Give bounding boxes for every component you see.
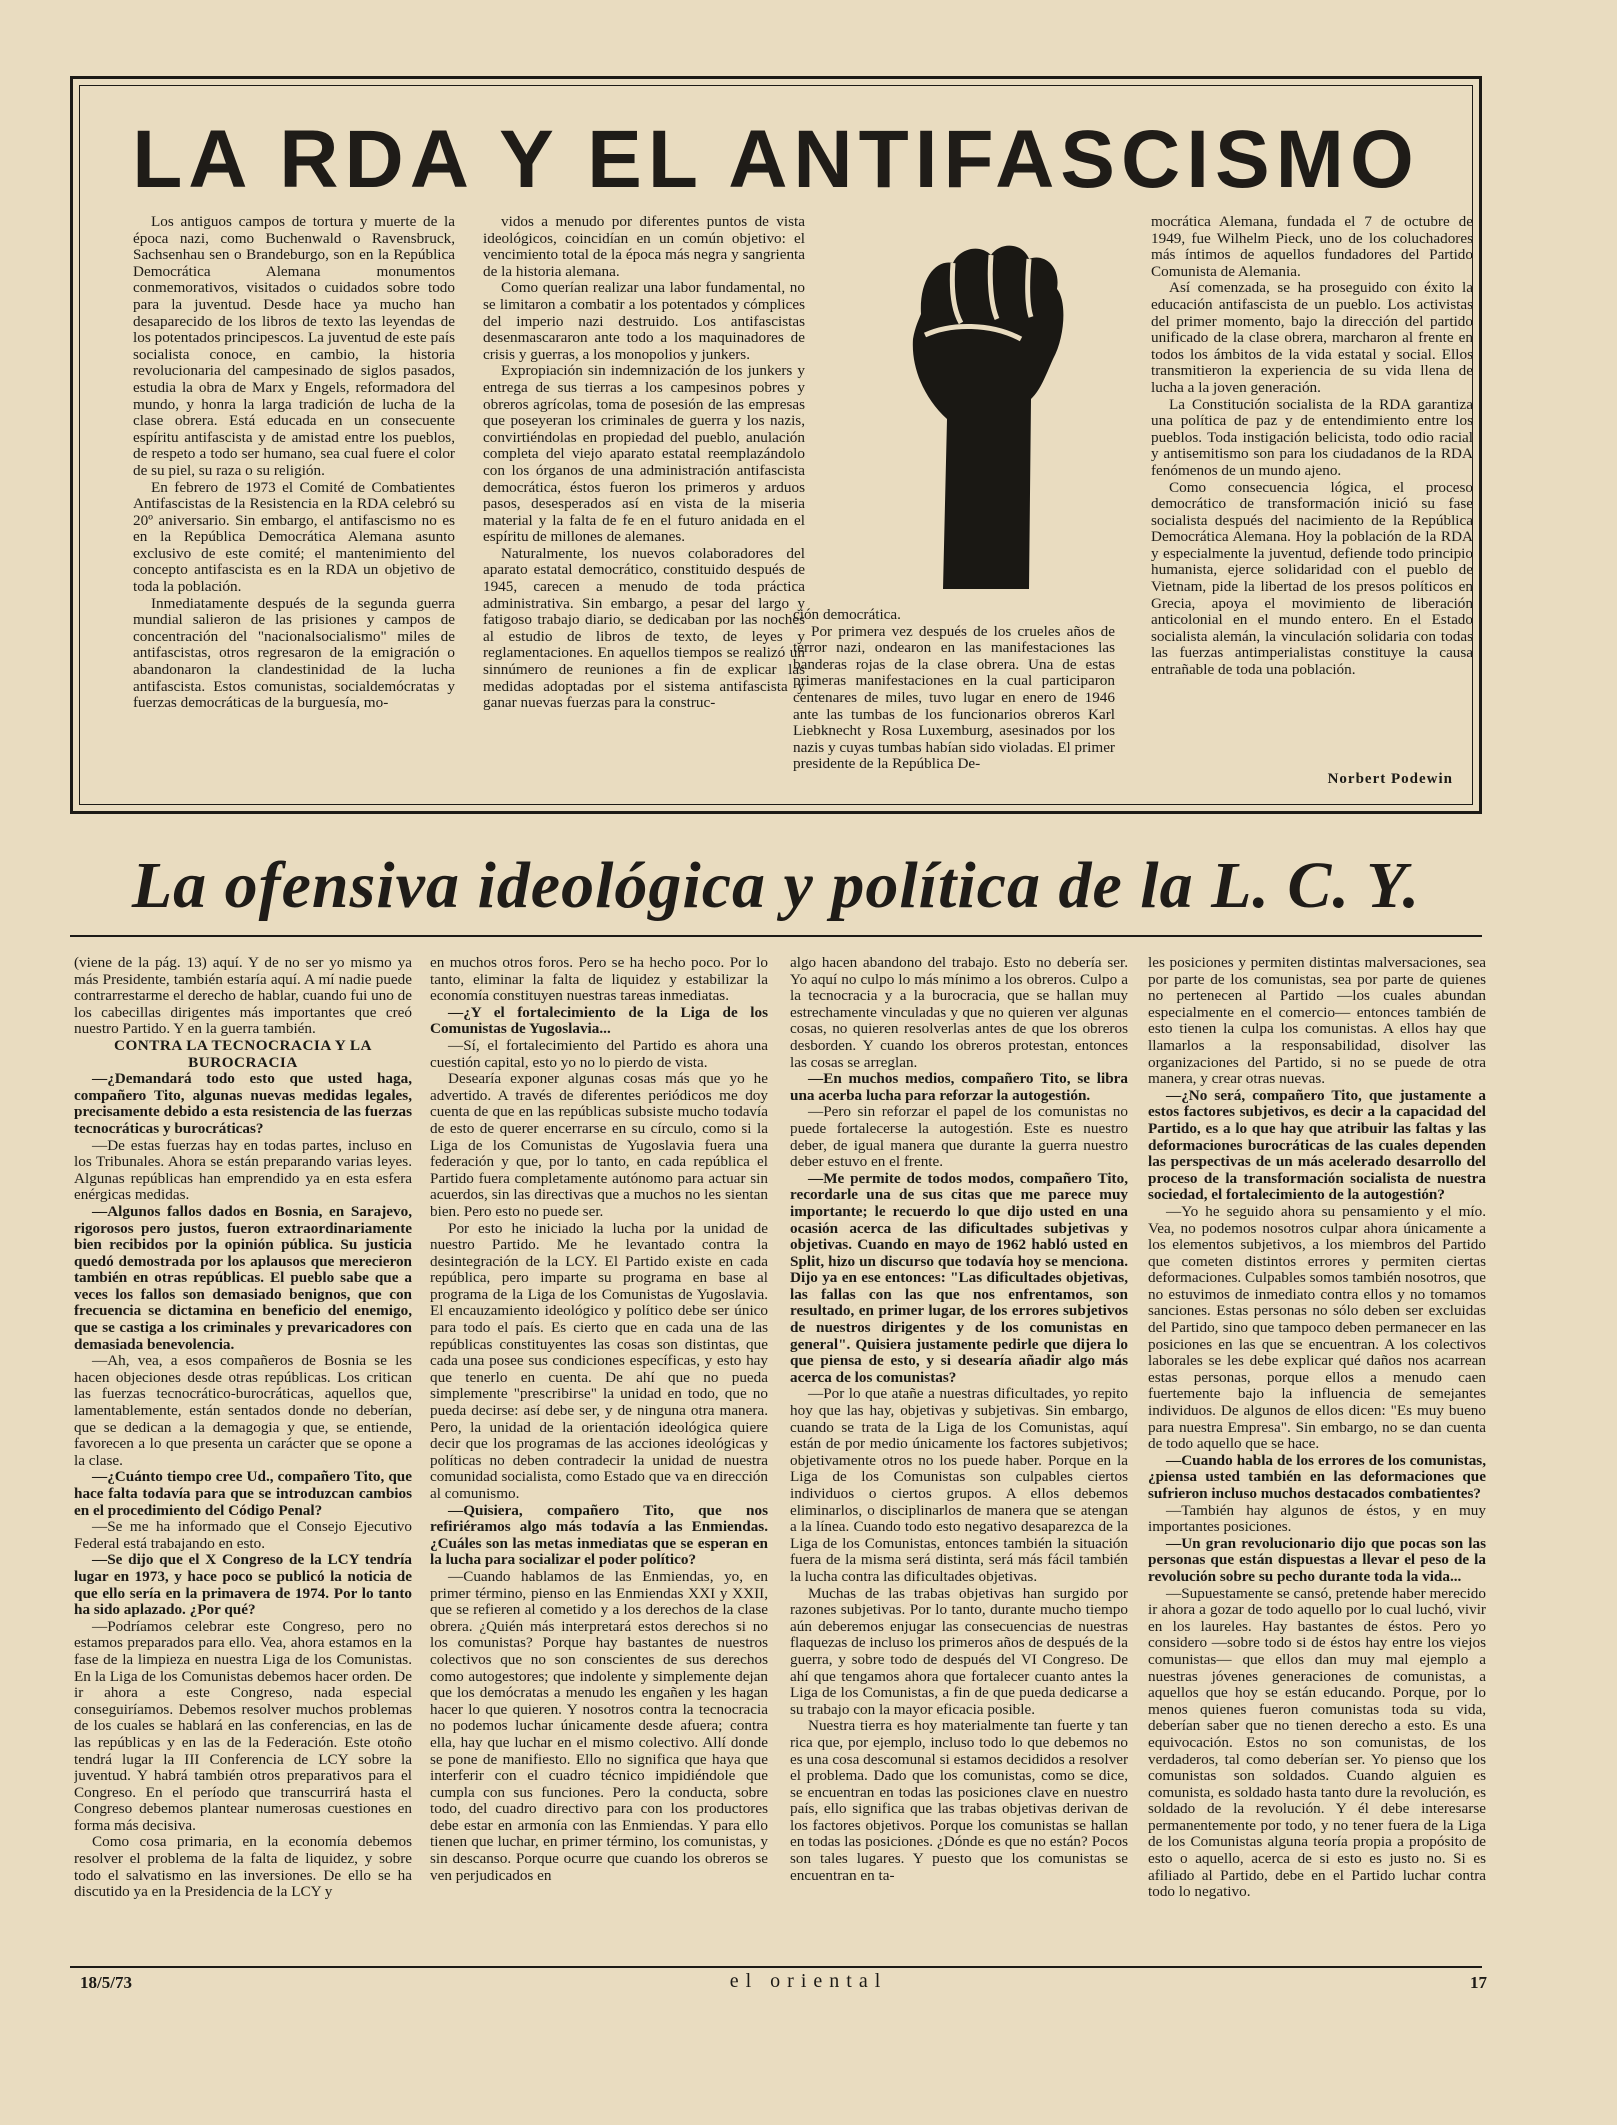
question-paragraph: —Me permite de todos modos, compañero Tito, recordarle una de sus citas que me parece muy importante; le recuerdo lo que dijo usted en una ocasión acerca de las dificultades subjetivas y objetivas. Cuando en mayo de 1962 habló usted en Split, hizo un discurso que todavía hoy se menciona. Dijo ya en ese entonces: "Las dificultades objetivas, las fallas con las que nos enfrentamos, son resultado, en primer lugar, de los errores subjetivos de nuestros dirigentes y de los comunistas en general". Quisiera justamente pedirle que dijera lo que piensa de esto, y si desearía añadir algo más acerca de los comunistas? <box>790 1169 1128 1386</box>
paragraph: Desearía exponer algunas cosas más que yo he advertido. A través de diferentes periódicos me doy cuenta de que en las repúblicas subsiste mucho todavía de esto de querer encerrarse en su círculo, como si la Liga de los Comunistas de Yugoslavia fuera una federación y que, por lo tanto, en cada república el Partido fuera completamente autónomo para actuar sin acuerdos, sin las directivas que a muchos no les sientan bien. Pero esto no puede ser. <box>430 1070 768 1220</box>
paragraph: algo hacen abandono del trabajo. Esto no debería ser. Yo aquí no culpo lo más mínimo a los obreros. Culpo a la tecnocracia y a la burocracia, que se hallan muy estrechamente vinculadas y que no quieren ver algunas cosas, no quieren resolverlas antes de que los obreros desborden. Y cuando los obreros protestan, entonces las cosas se arreglan. <box>790 955 1128 1071</box>
paragraph: —Por lo que atañe a nuestras dificultades, yo repito hoy que las hay, objetivas y subjetivas. Sin embargo, cuando se trata de la Liga de los Comunistas, aquí están de por medio únicamente los factores subjetivos; objetivamente otros no los puede haber. Porque en la Liga de los Comunistas son culpables ciertos individuos o ciertos grupos. A ellos debemos eliminarlos, o disciplinarlos de manera que se atengan a la línea. Cuando todo esto negativo desaparezca de la Liga de los Comunistas, entonces también la situación fuera de la misma será distinta, será más fácil también la lucha contra las dificultades objetivas. <box>790 1385 1128 1585</box>
lcy-column-4 <box>1148 955 1486 1955</box>
paragraph: —De estas fuerzas hay en todas partes, incluso en los Tribunales. Ahora se están preparando varias leyes. Algunas repúblicas han emprendido ya en esta esfera enérgicas medidas. <box>74 1136 412 1204</box>
paragraph: Inmediatamente después de la segunda guerra mundial salieron de las prisiones y campos de concentración del "nacionalsocialismo" miles de antifascistas, otros regresaron de la emigración o abandonaron la clandestinidad de la lucha antifascista. Estos comunistas, socialdemócratas y fuerzas democráticas de la burguesía, mo- <box>133 594 455 712</box>
paragraph: Como querían realizar una labor fundamental, no se limitaron a combatir a los potentados y cómplices del imperio nazi destruido. Los antifascistas desenmascararon ante todo a los maquinadores de crisis y guerras, a los monopolios y junkers. <box>483 279 805 363</box>
paragraph: Por primera vez después de los crueles años de terror nazi, ondearon en las manifestaciones las banderas rojas de la clase obrera. Una de estas primeras manifestaciones en la cual participaron centenares de miles, tuvo lugar en enero de 1946 ante las tumbas de los funcionarios obreros Karl Liebknecht y Rosa Luxemburg, asesinados por los nazis y cuyas tumbas habían sido violadas. El primer presidente de la República De- <box>793 622 1115 773</box>
paragraph: Muchas de las trabas objetivas han surgido por razones subjetivas. Por lo tanto, durante mucho tiempo aún deberemos enjugar las consecuencias de nuestras flaquezas de incluso los primeros años de después de la guerra, y sobre todo de después del VI Congreso. De ahí que tengamos ahora que fortalecer cuanto antes la Liga de los Comunistas, a fin de que pueda dedicarse a su trabajo con la mayor eficacia posible. <box>790 1584 1128 1718</box>
lcy-column-3 <box>790 955 1128 1955</box>
question-paragraph: —Algunos fallos dados en Bosnia, en Sarajevo, rigorosos pero justos, fueron extraordinariamente bien recibidos por la opinión pública. Su justicia quedó demostrada por los aplausos que merecieron también en otras repúblicas. El pueblo sabe que a veces los fallos son demasiado benignos, que con frecuencia se dictamina en beneficio del enemigo, que se castiga a los criminales y prevaricadores con demasiada benevolencia. <box>74 1202 412 1353</box>
headline-rda: LA RDA Y EL ANTIFASCISMO <box>132 114 1420 205</box>
question-paragraph: —En muchos medios, compañero Tito, se libra una acerba lucha para reforzar la autogestión. <box>790 1070 1128 1104</box>
section-subhead: CONTRA LA TECNOCRACIA Y LA BUROCRACIA <box>113 1036 372 1071</box>
paragraph: —Yo he seguido ahora su pensamiento y el mío. Vea, no podemos nosotros culpar ahora únicamente a los elementos subjetivos, a los miembros del Partido que cometen distintos errores y permiten ciertas deformaciones. Culpables somos también nosotros, que no estuvimos de inmediato contra ellos y no tomamos sanciones. Estas personas no sólo deben ser excluidas del Partido, sino que tampoco deben permanecer en las posiciones en las que se encuentran. A los colectivos laborales se les debe explicar qué daños nos acarrean estas personas, porque ellos a menudo caen fuertemente bajo la influencia de semejantes individuos. De algunos de ellos dicen: "Es muy bueno para nuestra Empresa". Sin embargo, no se dan cuenta de todo aquello que se hace. <box>1148 1202 1486 1453</box>
paragraph: —También hay algunos de éstos, y en muy importantes posiciones. <box>1148 1501 1486 1536</box>
question-paragraph: —Quisiera, compañero Tito, que nos refiriéramos algo más todavía a las Enmiendas. ¿Cuáles son las metas inmediatas que se esperan en la lucha para socializar el poder político? <box>430 1501 768 1569</box>
paragraph: vidos a menudo por diferentes puntos de vista ideológicos, coincidían en un común objetivo: el vencimiento total de la época más negra y sangrienta de la historia alemana. <box>483 214 805 280</box>
author-byline: Norbert Podewin <box>1327 771 1453 787</box>
fist-shape <box>913 246 1064 589</box>
paragraph: Como cosa primaria, en la economía debemos resolver el problema de la falta de liquidez, y sobre todo el salvatismo en las inversiones. De ello se ha discutido ya en la Presidencia de la LCY y <box>74 1833 412 1901</box>
paragraph: Como consecuencia lógica, el proceso democrático de transformación inició su fase socialista después del nacimiento de la República Democrática Alemana. Hoy la población de la RDA y especialmente la juventud, defiende todo principio humanista, ejerce solidaridad con el pueblo de Vietnam, pide la libertad de los presos políticos en Grecia, apoya el movimiento de liberación anticolonial en el mundo entero. En el Estado socialista alemán, la vinculación solidaria con todas las fuerzas antimperialistas constituye la causa entrañable de toda una población. <box>1151 478 1473 679</box>
paragraph: La Constitución socialista de la RDA garantiza una política de paz y de entendimiento entre los pueblos. Toda instigación belicista, todo odio racial y antisemitismo son para los ciudadanos de la RDA fenómenos de un mundo ajeno. <box>1151 395 1473 479</box>
paragraph: ción democrática. <box>793 607 901 623</box>
footer-divider <box>70 1966 1482 1968</box>
raised-fist-illustration <box>881 219 1081 589</box>
question-paragraph: —¿Demandará todo esto que usted haga, compañero Tito, algunas nuevas medidas legales, precisamente debido a esta resistencia de las fuerzas tecnocráticas y burocráticas? <box>74 1070 412 1137</box>
article-box-rda <box>70 76 1482 814</box>
question-paragraph: —Se dijo que el X Congreso de la LCY tendría lugar en 1973, y hace poco se publicó la noticia de que ello sería en la primavera de 1974. Por lo tanto ha sido aplazado. ¿Por qué? <box>74 1551 412 1619</box>
publication-name: el oriental <box>729 1970 888 1992</box>
paragraph: Así comenzada, se ha proseguido con éxito la educación antifascista de un pueblo. Los activistas del primer momento, bajo la dirección del partido unificado de la clase obrera, marcharon al frente en todos los ámbitos de la vida estatal y social. Ellos transmitieron la experiencia de su vida llena de lucha a la joven generación. <box>1151 279 1473 396</box>
paragraph: —Podríamos celebrar este Congreso, pero no estamos preparados para ello. Vea, ahora estamos en la fase de la limpieza en nuestra Liga de los Comunistas. En la Liga de los Comunistas debemos hacer orden. De ir ahora a este Congreso, nada especial conseguiríamos. Debemos resolver muchos problemas de los cuales se hablará en las conferencias, en las de las repúblicas y en las de la Federación. Este otoño tendrá lugar la III Conferencia de LCY sobre la juventud. Y habrá también otros preparativos para el Congreso. En el período que transcurrirá hasta el Congreso debemos plantear numerosas cuestiones en forma más decisiva. <box>74 1617 412 1834</box>
question-paragraph: —¿Y el fortalecimiento de la Liga de los Comunistas de Yugoslavia... <box>430 1003 768 1038</box>
paragraph: (viene de la pág. 13) aquí. Y de no ser yo mismo ya más Presidente, también estaría aquí. A mí nadie puede contrarrestarme el derecho de hablar, cuando fui uno de los cabecillas dirigentes más importantes que creó nuestro Partido. Y en la guerra también. <box>74 955 412 1038</box>
rda-column-3 <box>793 607 1115 787</box>
question-paragraph: —Un gran revolucionario dijo que pocas son las personas que están dispuestas a llevar el peso de la revolución sobre su pecho durante toda la vida... <box>1148 1534 1486 1585</box>
page-number: 17 <box>1470 1973 1487 1992</box>
paragraph: Por esto he iniciado la lucha por la unidad de nuestro Partido. Me he levantado contra la desintegración de la LCY. El Partido existe en cada república, pero imparte su programa en base al programa de la Liga de los Comunistas de Yugoslavia. El encauzamiento ideológico y político debe ser único para todo el país. Es cierto que en cada una de las repúblicas constituyentes las cosas son distintas, que cada una posee sus condiciones específicas, y esto hay que tenerlo en cuenta. De ahí que no pueda simplemente "prescribirse" la unidad en todo, que no pueda decirse: así debe ser, y de ninguna otra manera. Pero, la unidad de la orientación ideológica quiere decir que los programas de las acciones ideológicas y políticas no deben contradecir la unidad de nuestra comunidad socialista, como Estado que va en dirección al comunismo. <box>430 1219 768 1502</box>
question-paragraph: —¿No será, compañero Tito, que justamente a estos factores subjetivos, es decir a la capacidad del Partido, es a lo que hay que atribuir las faltas y las deformaciones burocráticas de las cuales dependen las perspectivas de un más acelerado desarrollo del proceso de la transformación socialista de nuestra sociedad, el fortalecimiento de la autogestión? <box>1148 1086 1486 1204</box>
paragraph: —Pero sin reforzar el papel de los comunistas no puede fortalecerse la autogestión. Este es nuestro deber, de igual manera que durante la guerra nuestro deber estuvo en el frente. <box>790 1103 1128 1171</box>
paragraph: les posiciones y permiten distintas malversaciones, sea por parte de los comunistas, sea por parte de quienes no pertenecen al Partido —los cuales abundan especialmente en el comercio— entonces también de esto tienen la culpa los comunistas. A ellos hay que llamarlos a la responsabilidad, disolver las organizaciones del Partido, si no se puede de otra manera, y crear otras nuevas. <box>1148 955 1486 1088</box>
paragraph: Los antiguos campos de tortura y muerte de la época nazi, como Buchenwald o Ravensbruck, Sachsenhau sen o Brandeburgo, son en la República Democrática Alemana monumentos conmemorativos, visitados o cuidados sobre todo para la juventud. Desde hace ya mucho han desaparecido de los libros de texto las leyendas de los potentados principescos. La juventud de este país socialista conoce, en cambio, la historia revolucionaria del campesinado de siglos pasados, estudia la obra de Marx y Engels, reformadora del mundo, y honra la larga tradición de lucha de la clase obrera. Está educada en un consecuente espíritu antifascista y de amistad entre los pueblos, de respeto a todo ser humano, sea cual fuere el color de su piel, su raza o su religión. <box>133 214 455 479</box>
paragraph: —Supuestamente se cansó, pretende haber merecido ir ahora a gozar de todo aquello por lo cual luchó, vivir en los laureles. Hay bastantes de éstos. Pero yo considero —sobre todo si de éstos hay entre los viejos comunistas— que ellos dan muy mal ejemplo a nuestras jóvenes generaciones de comunistas, a aquellos que hoy se están educando. Porque, por lo menos quienes fueron comunistas toda su vida, deberían saber que no tienen derecho a esto. Es una equivocación. Estos no son comunistas, de los verdaderos, tal como deberían ser. Yo pienso que los comunistas son soldados. Cuando alguien es comunista, es soldado hasta tanto dure la revolución, es soldado de la revolución. Y él debe interesarse permanentemente por todo, y no tener fuera de la Liga de los Comunistas alguna teoría propia a propósito de esto o aquello, acerca de si esto es justo no. Si es afiliado al Partido, debe en el Partido luchar contra todo lo negativo. <box>1148 1584 1486 1901</box>
rda-column-1 <box>133 214 455 734</box>
headline-lcy: La ofensiva ideológica y política de la L. C. Y. <box>131 849 1421 922</box>
paragraph: mocrática Alemana, fundada el 7 de octubre de 1949, fue Wilhelm Pieck, uno de los coluchadores más íntimos de aquellos fundadores del Partido Comunista de Alemania. <box>1151 214 1473 280</box>
paragraph: Naturalmente, los nuevos colaboradores del aparato estatal democrático, constituido después de 1945, carecen a menudo de toda práctica administrativa. Sin embargo, a pesar del largo y fatigoso trabajo diario, se dedicaban por las noches al estudio de libros de texto, de leyes y reglamentaciones. En aquellos tiempos se realizó un sinnúmero de reuniones a fin de explicar las medidas adoptadas por el sistema antifascista y ganar nuevas fuerzas para la construc- <box>483 544 805 712</box>
paragraph: —Cuando hablamos de las Enmiendas, yo, en primer término, pienso en las Enmiendas XXI y XXII, que se refieren al cometido y a los derechos de la clase obrera. ¿Quién más interpretará estos derechos si no los comunistas? Porque hay bastantes de nuestros colectivos que no son conscientes de sus derechos como autogestores; que indolente y simplemente dejan que los demócratas a menudo les engañen y les hagan hacer lo que quieren. Y nosotros contra la tecnocracia no podemos luchar únicamente desde afuera; contra ella, hay que luchar en el mismo colectivo. Allí donde se pone de manifiesto. Ello no significa que haya que interferir con el cuadro técnico impidiéndole que cumpla con sus funciones. Pero la conducta, sobre todo, del cuadro directivo para con los productores debe estar en armonía con las Enmiendas. Y para ello tienen que luchar, en primer término, los comunistas, y sin descanso. Porque ocurre que cuando los obreros se ven perjudicados en <box>430 1567 768 1884</box>
issue-date: 18/5/73 <box>80 1973 132 1992</box>
paragraph: Nuestra tierra es hoy materialmente tan fuerte y tan rica que, por ejemplo, incluso todo lo que debemos no es una cosa descomunal si estamos decididos a resolver el problema. Dado que los comunistas, como se dice, se encuentran en todas las posiciones clave en nuestro país, ello significa que las trabas objetivas derivan de los factores objetivos. Porque los comunistas se hallan en todas las posiciones. ¿Dónde es que no están? Pocos son tales lugares. Y puesto que los comunistas se encuentran en ta- <box>790 1717 1128 1884</box>
paragraph: —Ah, vea, a esos compañeros de Bosnia se les hacen objeciones desde otras repúblicas. Los critican las fuerzas tecnocrático-burocráticas, aquellos que, lamentablemente, están sentados donde no deberían, que se dedican a la demagogia y que, se entiende, favorecen a lo que presenta un carácter que se opone a la clase. <box>74 1352 412 1469</box>
rda-column-4 <box>1151 214 1473 774</box>
paragraph: En febrero de 1973 el Comité de Combatientes Antifascistas de la Resistencia en la RDA celebró su 20º aniversario. Sin embargo, el antifascismo no es en la República Democrática Alemana asunto exclusivo de este comité; el mantenimiento del concepto antifascista es en la RDA un objetivo de toda la población. <box>133 478 455 596</box>
rda-column-2 <box>483 214 805 734</box>
question-paragraph: —Cuando habla de los errores de los comunistas, ¿piensa usted también en las deformaciones que sufrieron incluso muchos destacados combatientes? <box>1148 1451 1486 1502</box>
paragraph: —Se me ha informado que el Consejo Ejecutivo Federal está trabajando en esto. <box>74 1518 412 1552</box>
headline-divider <box>70 935 1482 937</box>
lcy-column-2 <box>430 955 768 1955</box>
paragraph: —Sí, el fortalecimiento del Partido es ahora una cuestión capital, esto yo no lo pierdo de vista. <box>430 1036 768 1071</box>
lcy-column-1 <box>74 955 412 1955</box>
paragraph: en muchos otros foros. Pero se ha hecho poco. Por lo tanto, eliminar la falta de liquidez y estabilizar la economía constituyen nuestras tareas inmediatas. <box>430 955 768 1005</box>
question-paragraph: —¿Cuánto tiempo cree Ud., compañero Tito, que hace falta todavía para que se introduzcan cambios en el procedimiento del Código Penal? <box>74 1468 412 1519</box>
paragraph: Expropiación sin indemnización de los junkers y entrega de sus tierras a los campesinos pobres y obreros agrícolas, toma de posesión de las empresas que poseyeran los criminales de guerra y los nazis, convirtiéndolas en propiedad del pueblo, anulación completa del viejo aparato estatal reemplazándolo con los órganos de una administración antifascista democrática, éstos fueron los primeros y arduos pasos, desesperados así en vista de la miseria material y la falta de fe en el futuro anidada en el espíritu de millones de alemanes. <box>483 362 805 546</box>
